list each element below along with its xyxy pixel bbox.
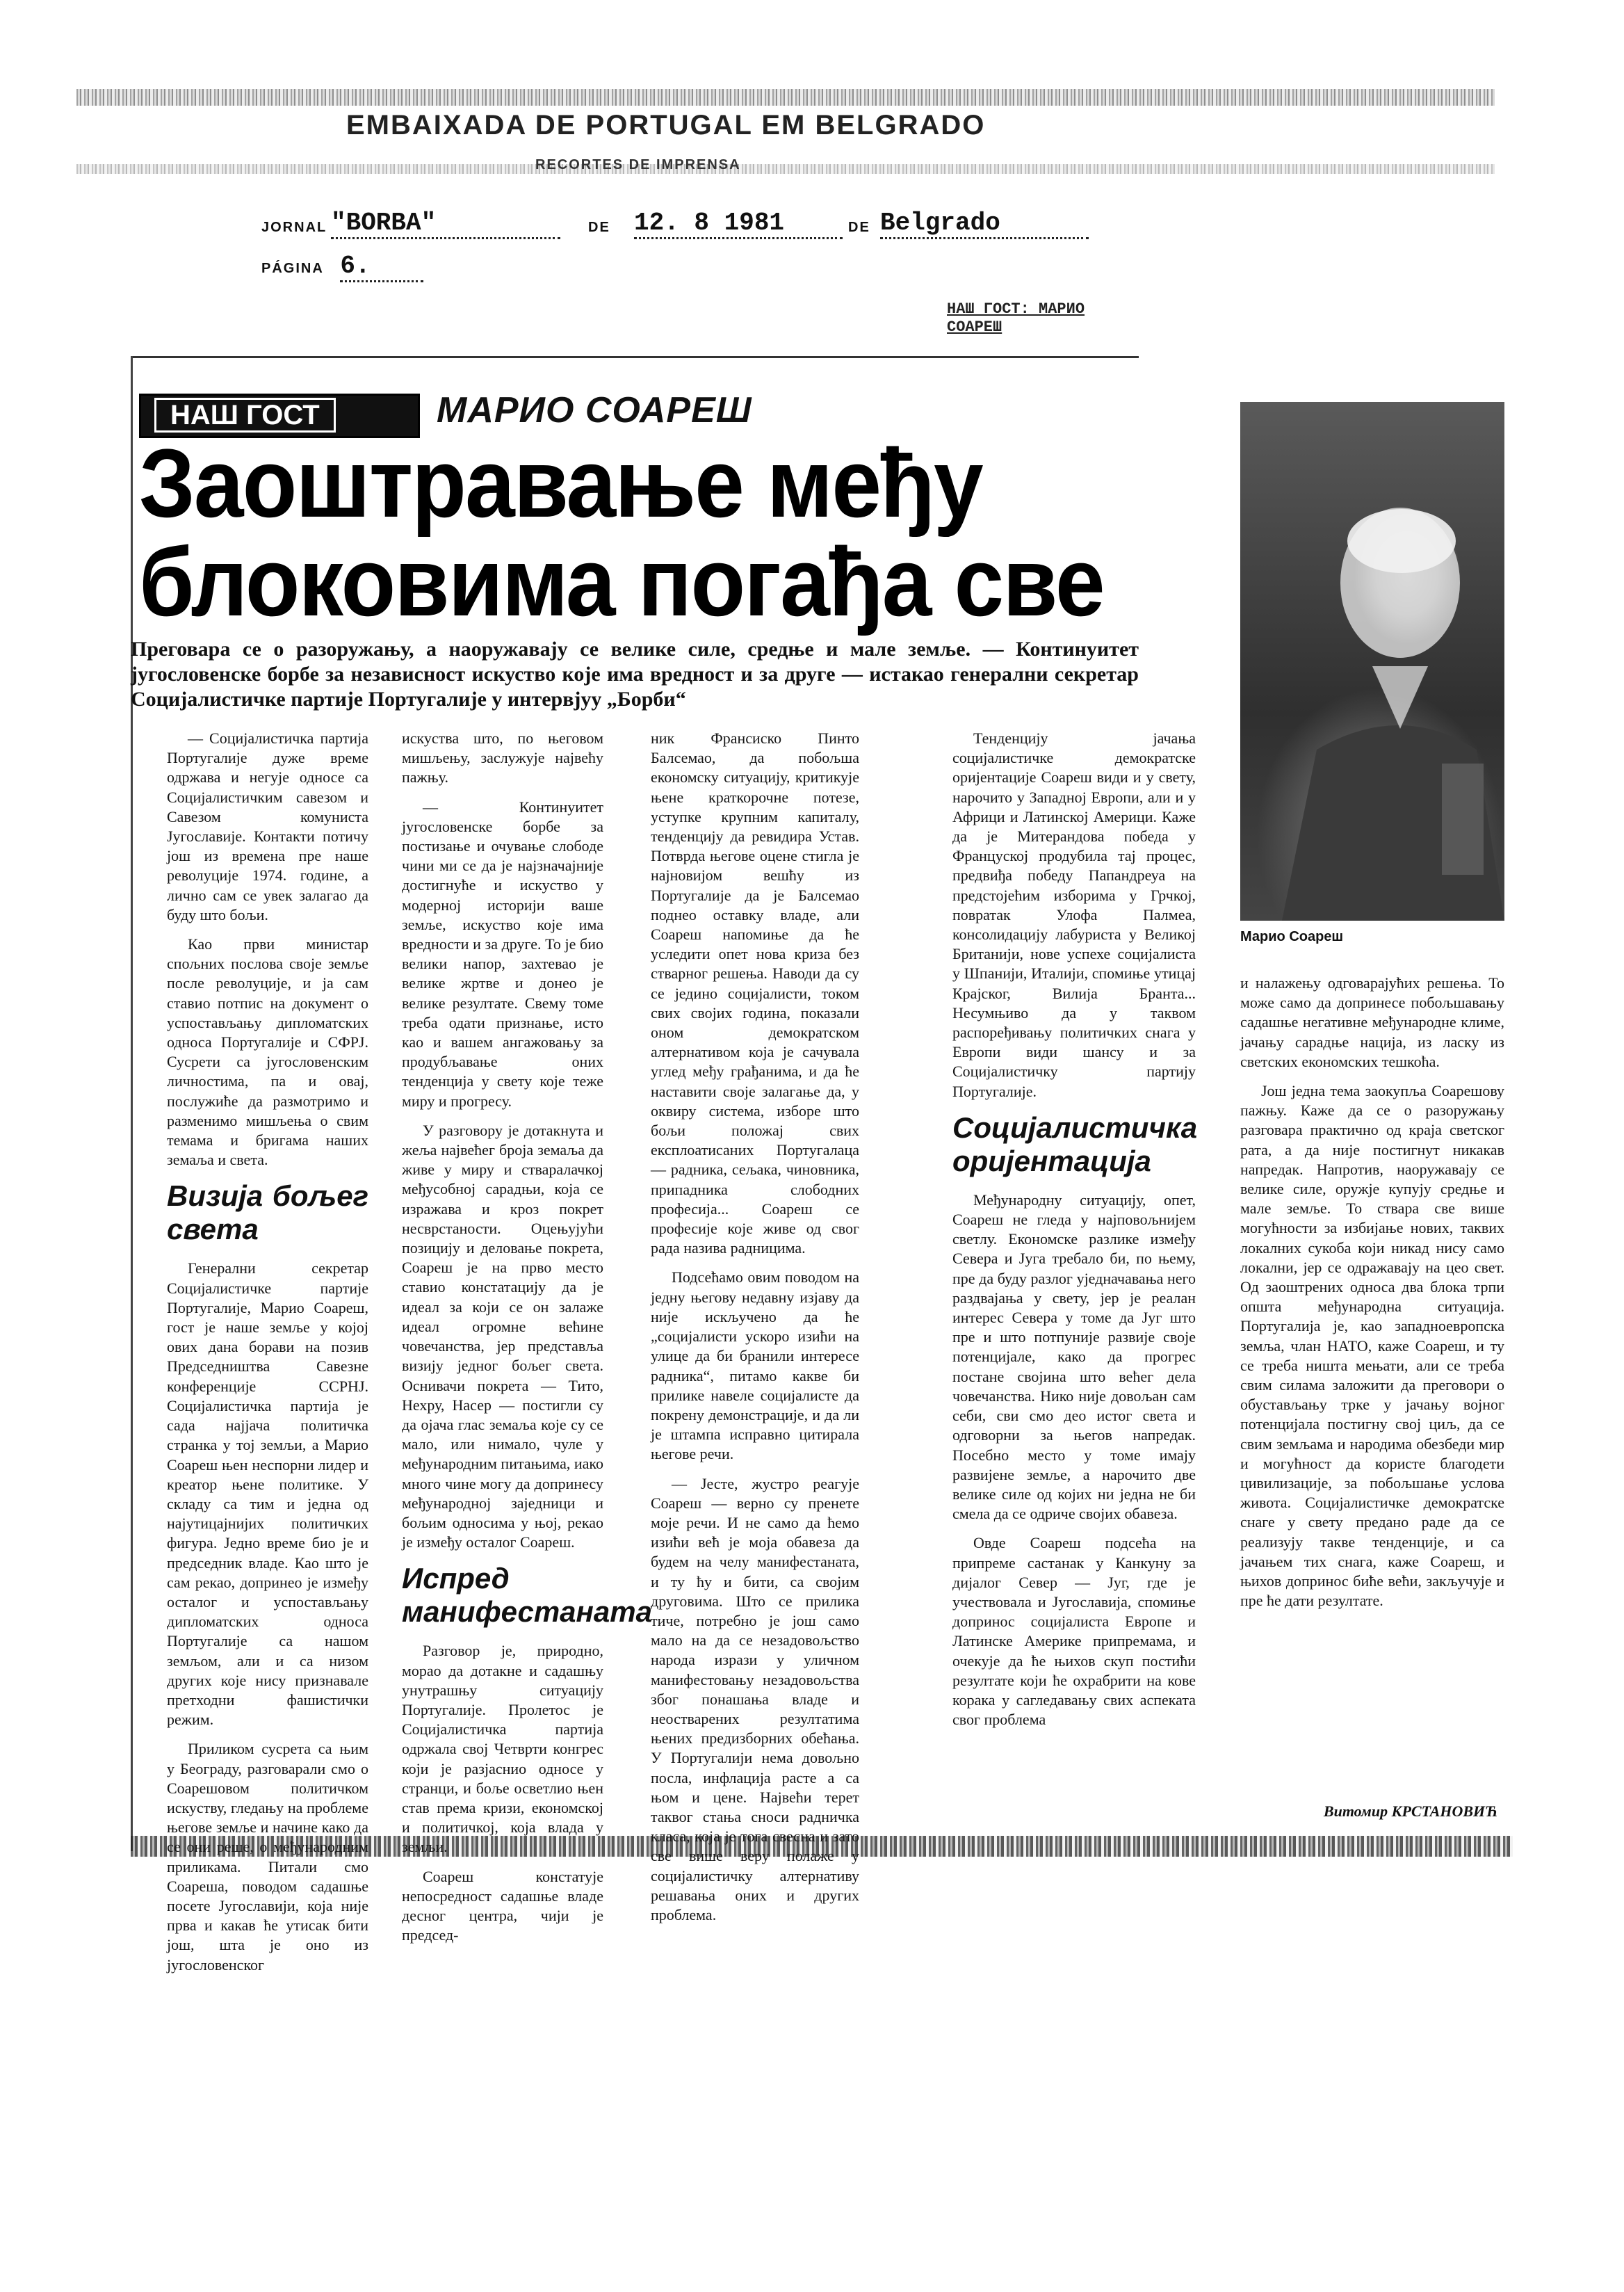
col4-paragraph-2: Међународну ситуацију, опет, Соареш не гледа у најповољнијем светлу. Економске разлике између Севера и Југа требало би, по њему, пре да буду разлог уједначавања него раздвајања у свету, јер је реалан интерес Севера у томе да Југ што пре и што потпуније развије своје потенцијале, како да прогрес постане својина што већег дела човечанства. Нико није довољан сам себи, сви смо део истог света и одговорни за његов напредак. Посебно место у томе имају развијене земље, а нарочито две велике силе од којих ни једна не би смела да се одриче својих обавеза.: [952, 1191, 1196, 1523]
photo-caption: Марио Соареш: [1240, 929, 1344, 944]
subheading-vision: Визија бољег света: [167, 1179, 368, 1246]
newspaper-row: [261, 209, 1012, 243]
rubric-label: НАШ ГОСТ: [154, 398, 336, 433]
col1-paragraph-3: Генерални секретар Социјалистичке партије Португалије, Марио Соареш, гост је наше земље у којој ових дана борави на позив Председништва Савезне конференције ССРНЈ. Социјалистичка партија је сада најјача политичка странка у тој земљи, а Марио Соареш њен неспорни лидер и креатор њене политике. У складу са тим и једна од најутицајнијих политичких фигура. Једно време био је и председник владе. Као што је сам рекао, допринео је између осталог и успостављању дипломатских односа Португалије са нашом земљом, али и са низом других које нису признавале претходни фашистички режим.: [167, 1259, 368, 1729]
header-noise-strip-2: [76, 164, 1495, 174]
col1-paragraph-4: Приликом сусрета са њим у Београду, разговарали смо о Соарешовом политичком искуству, гледању на проблеме његове земље и начине како да се они реше, о међународним приликама. Питали смо Соареша, поводом садашње посете Југославији, која није прва и какав ће утисак бити још, шта је оно из југословенског: [167, 1740, 368, 1974]
col2-paragraph-4: Разговор је, природно, морао да дотакне и садашњу унутрашњу ситуацију Португалије. Пролетос је Социјалистичка партија одржала свој Четврти конгрес који је разјаснио односе у странци, и боље осветлио њен став према кризи, економској и политичкој, која влада у земљи.: [402, 1642, 603, 1856]
jornal-label: JORNAL: [261, 220, 327, 235]
column-2: [402, 729, 652, 1944]
clipping-tag: НАШ ГОСТ: МАРИО СОАРЕШ: [947, 300, 1085, 336]
col3-paragraph-2: Подсећамо овим поводом на једну његову недавну изјаву да није искључено да ће „социјалисти ускоро изићи на улице да би бранили интересе радника“, питамо какве би прилике навеле социјалисте да покрену демонстрације, и да ли је штампа исправно цитирала његове речи.: [651, 1268, 859, 1463]
article-border-left: [131, 356, 133, 1851]
col2-paragraph-1: искуства што, по његовом мишљењу, заслужује највећу пажњу.: [402, 729, 603, 786]
pagina-value: 6.: [340, 252, 423, 282]
col4-paragraph-3: Овде Соареш подсећа на припреме састанак у Канкуну за дијалог Север — Југ, где је учествовала и Југославија, спомиње допринос социјалиста Европе и Латинске Америке припремама, и очекује да ће њихов скуп постићи резултате који ће охрабрити на кове корака у сагледавању свих аспеката свог проблема: [952, 1534, 1196, 1729]
subheading-protesters: Испред манифестаната: [402, 1562, 652, 1629]
city-value: Belgrado: [880, 209, 1089, 239]
embassy-name: EMBAIXADA DE PORTUGAL EM BELGRADO: [346, 110, 986, 140]
guest-name: МАРИО СОАРЕШ: [437, 390, 752, 430]
col5-paragraph-2: Још једна тема заокупља Соарешову пажњу. Каже да се о разоружању разговара практично од краја светског рата, а да није постигнут никакав напредак. Напротив, наоружавају се велике силе, оружје купују средње и мале земље. То ствара све више могућности за избијање нових, таквих локалних сукоба који никад нису само локални, јер се одражавају на цео свет. Од заоштрених односа два блока трпи општа међународна ситуација. Португалија је, као западноевропска земља, члан НАТО, каже Соареш, и ту се треба ништа мењати, али се треба свим силама заложити да преговори о обустављању трке у јачању војног потенцијала постигну свој циљ, да се свим земљама и народима обезбеди мир и могућност да користе благодети цивилизације, за побољшање услова живота. Социјалистичке демократске снаге у свету предано раде да се реализују такве тенденције, и са јачањем тих снага, каже Соареш, и њихов допринос биће већи, закључује и пре ће дати резултате.: [1240, 1082, 1504, 1610]
col5-paragraph-1: и налажењу одговарајућих решења. То може само да допринесе побољшавању садашње негативне међународне климе, јачању сарадње нација, из ласку из светских економских тешкоћа.: [1240, 974, 1504, 1070]
date-value: 12. 8 1981: [634, 209, 843, 239]
headline-line-1: Заоштравање међу: [139, 428, 982, 538]
lead-paragraph: Преговара се о разоружању, а наоружавају се велике силе, средње и мале земље. — Континуитет југословенске борбе за независност искуство које има вредност и за друге — истакао генерални секретар Социјалистичке партије Португалије у интервјуу „Борби“: [131, 638, 1139, 711]
photo-portrait-sketch: [1240, 402, 1504, 921]
col2-paragraph-3: У разговору је дотакнута и жеља највећег броја земаља да живе у миру и стваралачкој међусобној сарадњи, која се изражава и кроз покрет несврстаности. Оцењујући позицију и деловање покрета, Соареш је на прво место ставио констатацију да је идеал за који се он залаже идеал огромне већине човечанства, јер представља визију једног бољег света. Оснивачи покрета — Тито, Нехру, Насер — постигли су да ојача глас земаља које су се мало, или нимало, чуле у међународним питањима, иако много чине могу да допринесу међународној заједници и бољим односима у њој, рекао је између осталог Соареш.: [402, 1121, 603, 1551]
headline-line-2: блоковима погађа све: [139, 527, 1104, 636]
col2-paragraph-2: — Континуитет југословенске борбе за постизање и очување слободе чини ми се да је најзначајније достигнуће и искуство у модерној историји ваше земље, искуство које има вредности и за друге. То је био велики напор, захтевао је велике жртве и донео је велике резултате. Свему томе треба одати признање, исто као и вашем ангажовању за продубљавање оних тенденција у свету које теже миру и прогресу.: [402, 798, 603, 1110]
column-5: [1240, 974, 1504, 1794]
de-label: DE: [588, 220, 610, 235]
jornal-value: "BORBA": [331, 209, 560, 239]
pagina-label: PÁGINA: [261, 261, 324, 276]
col1-paragraph-2: Као први министар спољних послова своје земље после револуције, и ја сам ставио потпис на документ о успостављању дипломатских односа Португалије и СФРЈ. Сусрети са југословенским личностима, па и овај, послужиће да размотримо и разменимо мишљења о свим темама и бригама наших земаља и света.: [167, 935, 368, 1169]
column-3: [651, 729, 859, 1923]
subheading-socialist-orientation: Социјалистичка оријентација: [952, 1111, 1198, 1177]
soares-photo: [1240, 402, 1504, 921]
de2-label: DE: [848, 220, 870, 235]
col1-paragraph-1: — Социјалистичка партија Португалије дуже време одржава и негује односе са Социјалистичким савезом и Савезом комуниста Југославије. Контакти потичу још из времена пре наше револуције 1974. године, а лично сам се увек залагао да буду што бољи.: [167, 729, 368, 923]
article-border-top: [131, 356, 1139, 358]
column-4: [952, 729, 1196, 1827]
press-clippings-label: RECORTES DE IMPRENSA: [535, 157, 741, 172]
column-1: [167, 729, 368, 1974]
col2-paragraph-5: Соареш констатује непосредност садашње владе десног центра, чији је председ-: [402, 1867, 603, 1944]
header-noise-strip: [76, 89, 1495, 106]
author-signature: Витомир КРСТАНОВИЋ: [1323, 1802, 1497, 1820]
col3-paragraph-1: ник Франсиско Пинто Балсемао, да побољша економску ситуацију, критикује њене краткорочне потезе, уступке крупним капиталу, тенденцију да ревидира Устав. Потврда његове оцене стигла је најновијом вешћу из Португалије да је Балсемао поднео оставку владе, али Соареш напомиње да ће уследити опет нова криза без стварног решења. Наводи да су се једино социјалисти, током свих својих година, показали оном демократском алтернативом која је сачувала углед међу грађанима, и да ће наставити своје залагање да, у оквиру система, изборе што бољи положај свих експлоатисаних Португалаца — радника, сељака, чиновника, припадника слободних професија... Соареш се професије које живе од свог рада назива радницима.: [651, 729, 859, 1257]
page-row: [261, 252, 423, 282]
col3-paragraph-3: — Јесте, жустро реагује Соареш — верно су пренете моје речи. И не само да ћемо изићи већ је моја обавеза да будем на челу манифестаната, и ту ћу и бити, са својим друговима. Што се прилика тиче, потребно је још само мало на да се незадовољство народа изрази у уличном манифестовању незадовољства због понашања владе и неостварених резултатима њених предизборних обећања. У Португалији нема довољно посла, инфлација расте а са њом и цене. Највећи терет таквог стања сноси радничка класа, која је тога свесна и зато све више веру полаже у социјалистичку алтернативу решавања оних и других проблема.: [651, 1474, 859, 1923]
col4-paragraph-1: Тенденцију јачања социјалистичке демократске оријентације Соареш види и у свету, нарочито у Западној Европи, али и у Африци и Латинској Америци. Каже да је Митерандова победа у Француској продубила тај процес, предвиђа победу Папандреуа на предстојећим изборима у Грчкој, повратак Улофа Палмеа, консолидацију лабуриста у Великој Британији, нове успехе социјалиста у Шпанији, Италији, спомиње утицај Крајског, Вилија Бранта... Несумњиво да у таквом распоређивању политичких снага у Европи види шансу и за Социјалистичку партију Португалије.: [952, 729, 1196, 1100]
